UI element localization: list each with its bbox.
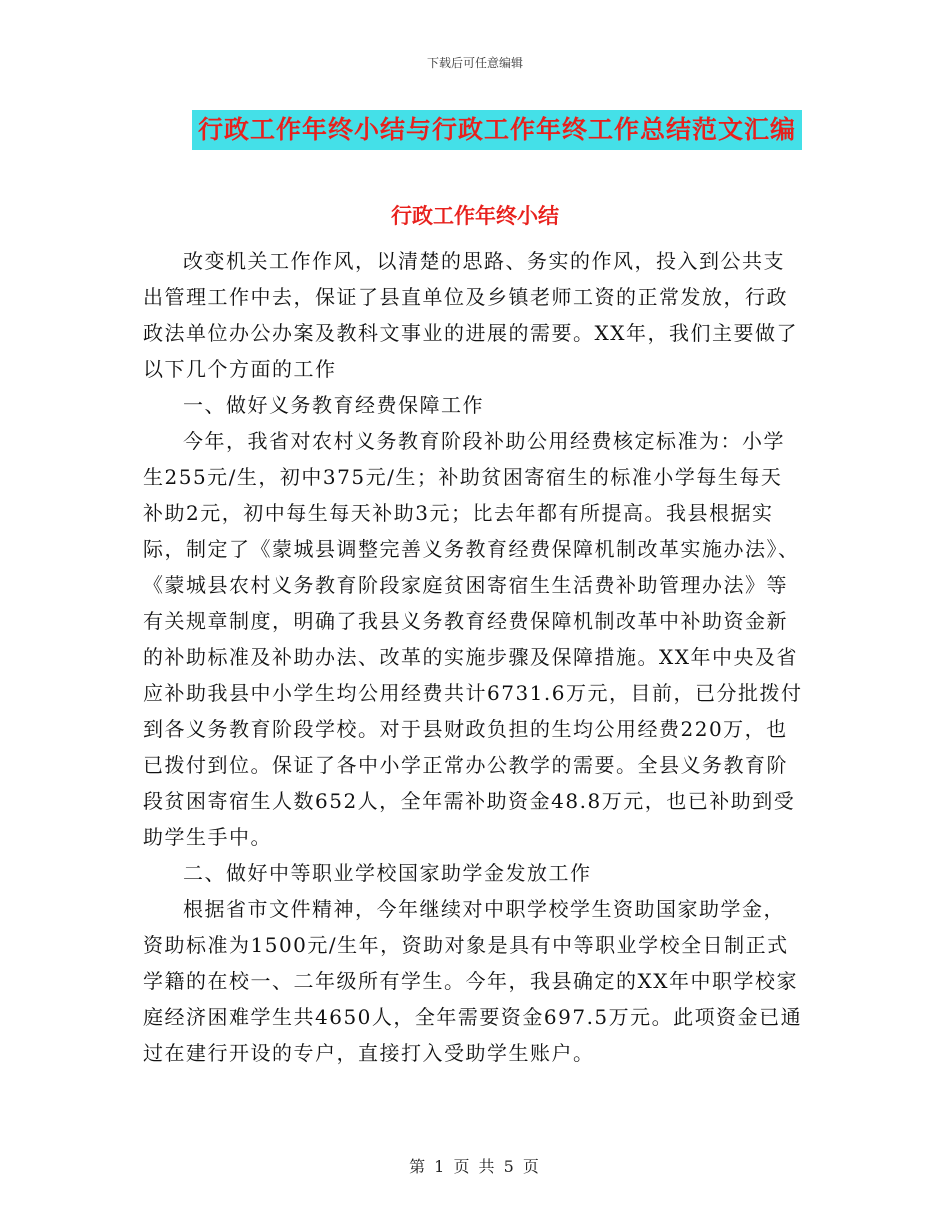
document-body: [143, 243, 803, 1071]
paragraph-item-1: 今年，我省对农村义务教育阶段补助公用经费核定标准为：小学生255元/生，初中375元/生；补助贫困寄宿生的标准小学每生每天补助2元，初中每生每天补助3元；比去年都有所提高。我县根据实际，制定了《蒙城县调整完善义务教育经费保障机制改革实施办法》、《蒙城县农村义务教育阶段家庭贫困寄宿生生活费补助管理办法》等有关规章制度，明确了我县义务教育经费保障机制改革中补助资金新的补助标准及补助办法、改革的实施步骤及保障措施。XX年中央及省应补助我县中小学生均公用经费共计6731.6万元，目前，已分批拨付到各义务教育阶段学校。对于县财政负担的生均公用经费220万，也已拨付到位。保证了各中小学正常办公教学的需要。全县义务教育阶段贫困寄宿生人数652人，全年需补助资金48.8万元，也已补助到受助学生手中。: [143, 429, 803, 849]
document-title: 行政工作年终小结与行政工作年终工作总结范文汇编: [192, 110, 802, 150]
heading-item-2: 二、做好中等职业学校国家助学金发放工作: [183, 861, 592, 885]
paragraph-intro: 改变机关工作作风，以清楚的思路、务实的作风，投入到公共支出管理工作中去，保证了县直单位及乡镇老师工资的正常发放，行政政法单位办公办案及教科文事业的进展的需要。XX年，我们主要做了以下几个方面的工作: [143, 249, 798, 381]
heading-item-1: 一、做好义务教育经费保障工作: [183, 393, 484, 417]
header-note: 下载后可任意编辑: [426, 56, 523, 70]
page-footer: 第 1 页 共 5 页: [409, 1157, 541, 1176]
section-title: 行政工作年终小结: [391, 204, 559, 228]
paragraph-item-2: 根据省市文件精神，今年继续对中职学校学生资助国家助学金，资助标准为1500元/生年，资助对象是具有中等职业学校全日制正式学籍的在校一、二年级所有学生。今年，我县确定的XX年中职学校家庭经济困难学生共4650人，全年需要资金697.5万元。此项资金已通过在建行开设的专户，直接打入受助学生账户。: [143, 897, 803, 1065]
